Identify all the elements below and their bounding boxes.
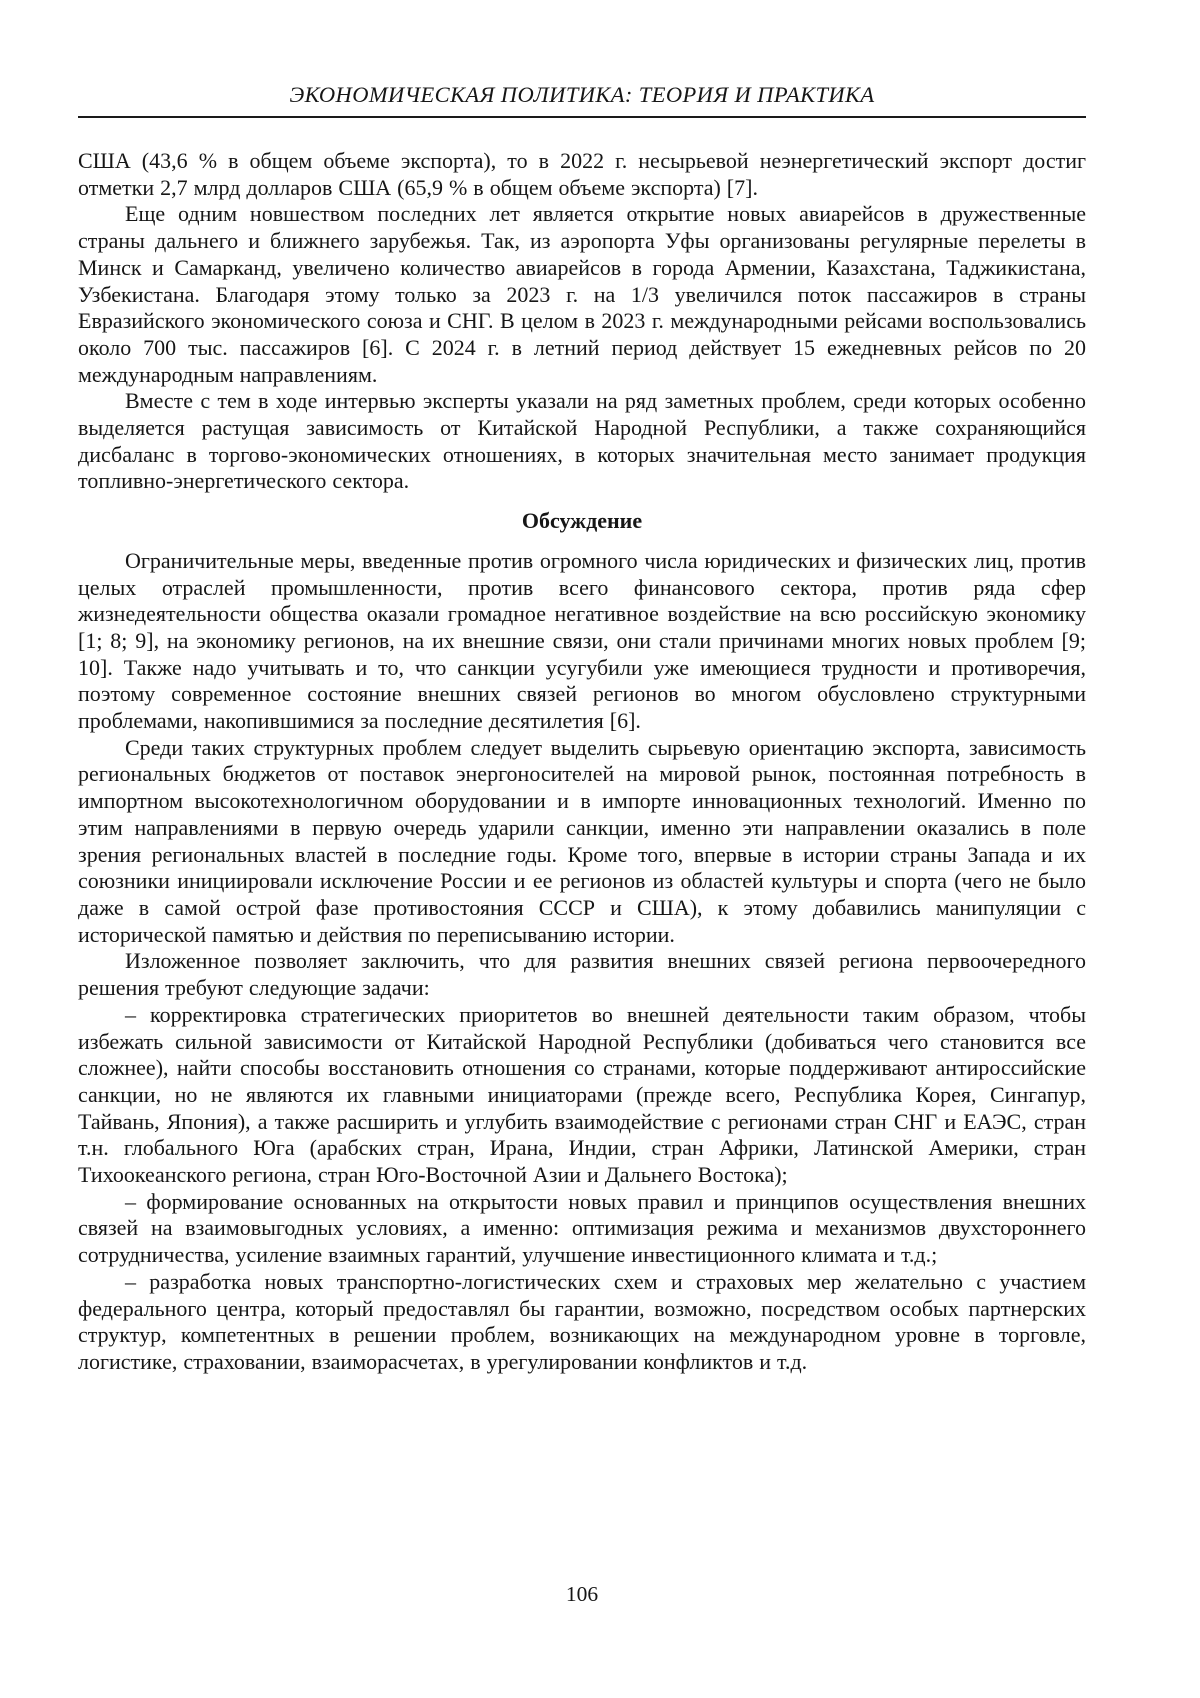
running-header: ЭКОНОМИЧЕСКАЯ ПОЛИТИКА: ТЕОРИЯ И ПРАКТИКА <box>289 82 875 107</box>
paragraph: Вместе с тем в ходе интервью эксперты указали на ряд заметных проблем, среди которых особенно выделяется растущая зависимость от Китайской Народной Республики, а также сохраняющийся дисбаланс в торгово-экономических отношениях, в которых значительная место занимает продукция топливно-энергетического сектора. <box>78 388 1086 494</box>
paragraph: Ограничительные меры, введенные против огромного числа юридических и физических лиц, против целых отраслей промышленности, против всего финансового сектора, против ряда сфер жизнедеятельности общества оказали громадное негативное воздействие на всю российскую экономику [1; 8; 9], на экономику регионов, на их внешние связи, они стали причинами многих новых проблем [9; 10]. Также надо учитывать и то, что санкции усугубили уже имеющиеся трудности и противоречия, поэтому современное состояние внешних связей регионов во многом обусловлено структурными проблемами, накопившимися за последние десятилетия [6]. <box>78 547 1086 734</box>
page-number: 106 <box>565 1582 599 1606</box>
paragraph-continuation: США (43,6 % в общем объеме экспорта), то в 2022 г. несырьевой неэнергетический экспорт достиг отметки 2,7 млрд долларов США (65,9 % в общем объеме экспорта) [7]. <box>78 148 1086 200</box>
paragraph: Среди таких структурных проблем следует выделить сырьевую ориентацию экспорта, зависимость региональных бюджетов от поставок энергоносителей на мировой рынок, постоянная потребность в импортном высокотехнологичном оборудовании и в импорте инновационных технологий. Именно по этим направлениями в первую очередь ударили санкции, именно эти направлении оказались в поле зрения региональных властей в последние годы. Кроме того, впервые в истории страны Запада и их союзники инициировали исключение России и ее регионов из областей культуры и спорта (чего не было даже в самой острой фазе противостояния СССР и США), к этому добавились манипуляции с исторической памятью и действия по переписыванию истории. <box>78 734 1086 947</box>
section-heading: Обсуждение <box>521 508 643 534</box>
paragraph: Изложенное позволяет заключить, что для развития внешних связей региона первоочередного решения требуют следующие задачи: <box>78 948 1086 1001</box>
header-rule-divider <box>78 116 1086 118</box>
list-item-dash: – разработка новых транспортно-логистических схем и страховых мер желательно с участием федерального центра, который предоставлял бы гарантии, возможно, посредством особых партнерских структур, компетентных в решении проблем, возникающих на международном уровне в торговле, логистике, страховании, взаиморасчетах, в урегулировании конфликтов и т.д. <box>78 1268 1086 1374</box>
text-block <box>78 82 1086 1376</box>
list-item-dash: – корректировка стратегических приоритетов во внешней деятельности таким образом, чтобы избежать сильной зависимости от Китайской Народной Республики (добиваться чего становится все сложнее), найти способы восстановить отношения со странами, которые поддерживают антироссийские санкции, но не являются их главными инициаторами (прежде всего, Республика Корея, Сингапур, Тайвань, Япония), а также расширить и углубить взаимодействие с регионами стран СНГ и ЕАЭС, стран т.н. глобального Юга (арабских стран, Ирана, Индии, стран Африки, Латинской Америки, стран Тихоокеанского региона, стран Юго-Восточной Азии и Дальнего Востока); <box>78 1001 1086 1188</box>
list-item-dash: – формирование основанных на открытости новых правил и принципов осуществления внешних связей на взаимовыгодных условиях, а именно: оптимизация режима и механизмов двухстороннего сотрудничества, усиление взаимных гарантий, улучшение инвестиционного климата и т.д.; <box>78 1188 1086 1268</box>
article-body <box>78 148 1086 1376</box>
paragraph: Еще одним новшеством последних лет является открытие новых авиарейсов в дружественные страны дальнего и ближнего зарубежья. Так, из аэропорта Уфы организованы регулярные перелеты в Минск и Самарканд, увеличено количество авиарейсов в города Армении, Казахстана, Таджикистана, Узбекистана. Благодаря этому только за 2023 г. на 1/3 увеличился поток пассажиров в страны Евразийского экономического союза и СНГ. В целом в 2023 г. международными рейсами воспользовались около 700 тыс. пассажиров [6]. С 2024 г. в летний период действует 15 ежедневных рейсов по 20 международным направлениям. <box>78 201 1086 387</box>
